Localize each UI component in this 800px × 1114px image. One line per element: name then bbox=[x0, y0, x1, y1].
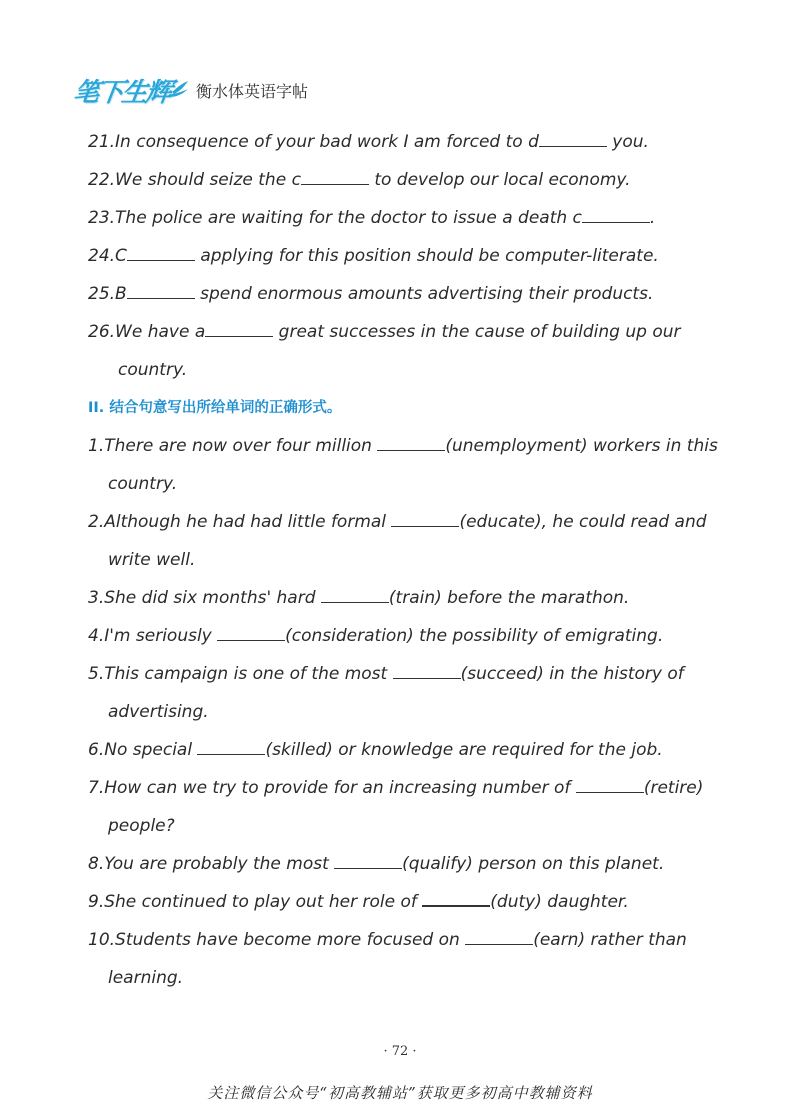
question-10: 10.Students have become more focused on (earn) rather than bbox=[88, 930, 687, 950]
answer-blank[interactable] bbox=[205, 322, 273, 337]
question-22: 22.We should seize the c to develop our local economy. bbox=[88, 170, 631, 190]
answer-blank[interactable] bbox=[127, 246, 195, 261]
header bbox=[71, 70, 309, 110]
question-4: 4.I'm seriously (consideration) the possibility of emigrating. bbox=[88, 626, 664, 646]
question-8: 8.You are probably the most (qualify) person on this planet. bbox=[88, 854, 665, 874]
answer-blank[interactable] bbox=[539, 132, 607, 147]
question-1-continuation: country. bbox=[108, 474, 178, 494]
question-9: 9.She continued to play out her role of (duty) daughter. bbox=[88, 892, 629, 912]
answer-blank[interactable] bbox=[377, 436, 445, 451]
question-26-continuation: country. bbox=[118, 360, 188, 380]
brand-logo: 笔下生辉 bbox=[71, 77, 172, 108]
footer-note: 关注微信公众号“初高教辅站”获取更多初高中教辅资料 bbox=[207, 1084, 593, 1102]
question-1: 1.There are now over four million (unemployment) workers in this bbox=[88, 436, 718, 456]
question-2-continuation: write well. bbox=[108, 550, 196, 570]
question-3: 3.She did six months' hard (train) before the marathon. bbox=[88, 588, 630, 608]
answer-blank[interactable] bbox=[197, 740, 265, 755]
answer-blank[interactable] bbox=[582, 208, 650, 223]
answer-blank[interactable] bbox=[465, 930, 533, 945]
answer-blank[interactable] bbox=[334, 854, 402, 869]
question-5: 5.This campaign is one of the most (succeed) in the history of bbox=[88, 664, 684, 684]
question-25: 25.B spend enormous amounts advertising their products. bbox=[88, 284, 654, 304]
question-7-continuation: people? bbox=[108, 816, 175, 836]
answer-blank[interactable] bbox=[391, 512, 459, 527]
answer-blank[interactable] bbox=[321, 588, 389, 603]
question-10-continuation: learning. bbox=[108, 968, 184, 988]
answer-blank[interactable] bbox=[301, 170, 369, 185]
answer-blank[interactable] bbox=[217, 626, 285, 641]
answer-blank[interactable] bbox=[422, 891, 490, 907]
section-2-title: II. 结合句意写出所给单词的正确形式。 bbox=[88, 400, 342, 416]
answer-blank[interactable] bbox=[393, 664, 461, 679]
exercise-content bbox=[88, 123, 728, 997]
answer-blank[interactable] bbox=[576, 778, 644, 793]
question-26: 26.We have a great successes in the cause of building up our bbox=[88, 322, 681, 342]
question-24: 24.C applying for this position should be computer-literate. bbox=[88, 246, 659, 266]
question-6: 6.No special (skilled) or knowledge are required for the job. bbox=[88, 740, 663, 760]
question-2: 2.Although he had had little formal (educate), he could read and bbox=[88, 512, 707, 532]
question-21: 21.In consequence of your bad work I am forced to d you. bbox=[88, 132, 649, 152]
question-7: 7.How can we try to provide for an increasing number of (retire) bbox=[88, 778, 704, 798]
page-number: · 72 · bbox=[383, 1044, 417, 1059]
answer-blank[interactable] bbox=[127, 284, 195, 299]
book-subtitle: 衡水体英语字帖 bbox=[196, 81, 309, 101]
question-23: 23.The police are waiting for the doctor to issue a death c . bbox=[88, 208, 656, 228]
question-5-continuation: advertising. bbox=[108, 702, 209, 722]
